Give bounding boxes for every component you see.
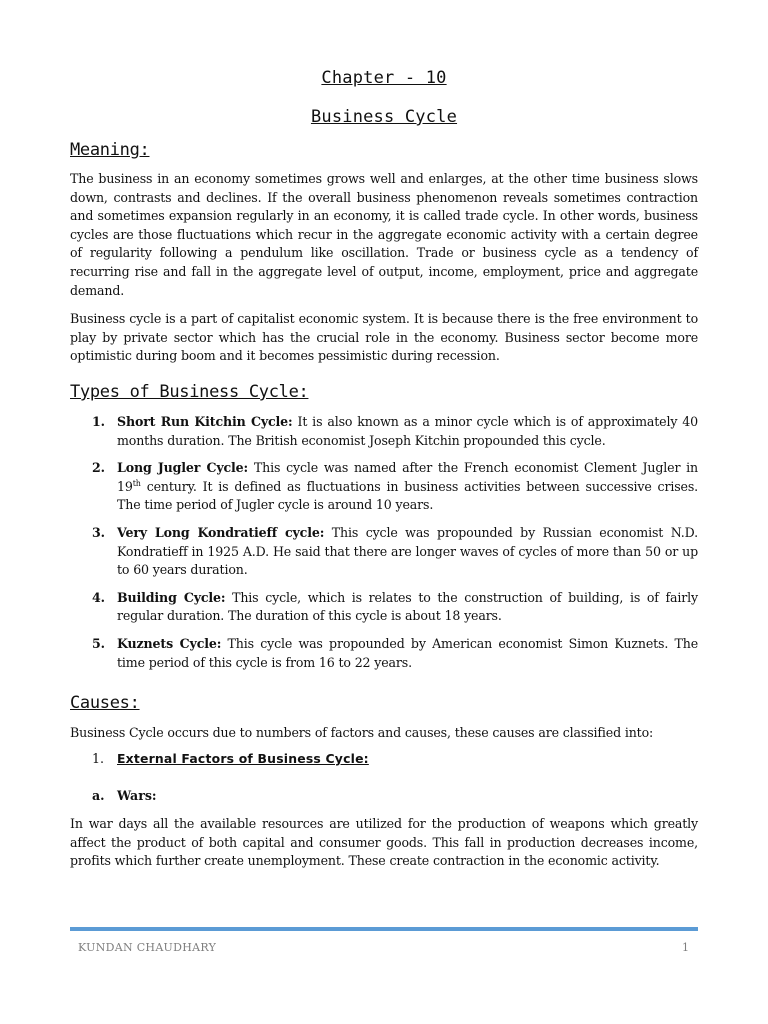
chapter-number: Chapter - 10 <box>321 68 447 88</box>
factor-title: External Factors of Business Cycle: <box>117 751 369 766</box>
wars-paragraph: In war days all the available resources are utilized for the production of weapons which greatly affect the product of both capital and consumer goods. This fall in production decreases income, profits which further create unemployment. These create contraction in the economic activity. <box>70 816 698 869</box>
factor-number: 1. <box>92 751 105 766</box>
footer-rule <box>70 927 698 931</box>
superscript: th <box>132 478 141 488</box>
wars-subheading <box>92 788 157 803</box>
list-item-number: 2. <box>92 460 105 476</box>
types-heading: Types of Business Cycle: <box>70 382 309 402</box>
list-item-number: 5. <box>92 635 105 651</box>
footer-author: KUNDAN CHAUDHARY <box>78 941 217 954</box>
list-item-title: Very Long Kondratieff cycle: <box>117 524 325 540</box>
sub-number: a. <box>92 788 105 803</box>
external-factors-heading <box>92 751 369 766</box>
list-item-text: It is also known as a minor cycle which is of approximately 40 months duration. The British economist Joseph Kitchin propounded this cycle. <box>117 414 699 448</box>
types-list <box>92 413 698 672</box>
page-number: 1 <box>682 941 689 954</box>
list-item-text: This cycle, which is relates to the construction of building, is of fairly regular duration. The duration of this cycle is about 18 years. <box>117 589 698 624</box>
list-item-title: Long Jugler Cycle: <box>117 460 249 476</box>
list-item-text: This cycle was propounded by American economist Simon Kuznets. The time period of this cycle is from 16 to 22 years. <box>117 635 698 670</box>
chapter-title: Business Cycle <box>310 107 458 127</box>
list-item-text: This cycle was named after the French economist Clement Jugler in 19 <box>117 460 698 494</box>
meaning-heading: Meaning: <box>70 140 150 160</box>
list-item-title: Short Run Kitchin Cycle: <box>117 414 293 429</box>
meaning-paragraph-1: The business in an economy sometimes grows well and enlarges, at the other time business slows down, contrasts and declines. If the overall business phenomenon reveals sometimes contraction and sometimes expansion regularly in an economy, it is called trade cycle. In other words, business cycles are those fluctuations which recur in the aggregate economic activity with a certain degree of regularity following a pendulum like oscillation. Trade or business cycle as a tendency of recurring rise and fall in the aggregate level of output, income, employment, price and aggregate demand. <box>70 171 698 298</box>
causes-intro: Business Cycle occurs due to numbers of factors and causes, these causes are classified into: <box>70 725 654 740</box>
causes-heading: Causes: <box>70 693 140 713</box>
list-item-text: This cycle was propounded by Russian economist N.D. Kondratieff in 1925 A.D. He said that there are longer waves of cycles of more than 50 or up to 60 years duration. <box>117 524 698 578</box>
list-item <box>92 589 698 626</box>
list-item <box>92 413 698 450</box>
meaning-paragraph-2: Business cycle is a part of capitalist economic system. It is because there is the free environment to play by private sector which has the crucial role in the economy. Business sector become more optimistic during boom and it becomes pessimistic during recession. <box>70 311 698 364</box>
list-item <box>92 524 698 580</box>
list-item-number: 1. <box>92 414 105 429</box>
list-item-text-continued: century. It is defined as fluctuations in business activities between successive crises. The time period of Jugler cycle is around 10 years. <box>117 478 698 513</box>
list-item-number: 3. <box>92 524 105 540</box>
list-item-number: 4. <box>92 589 105 605</box>
list-item-title: Kuznets Cycle: <box>117 635 222 651</box>
list-item-title: Building Cycle: <box>117 589 226 605</box>
sub-title: Wars: <box>117 788 157 803</box>
list-item <box>92 635 698 672</box>
list-item <box>92 459 698 515</box>
